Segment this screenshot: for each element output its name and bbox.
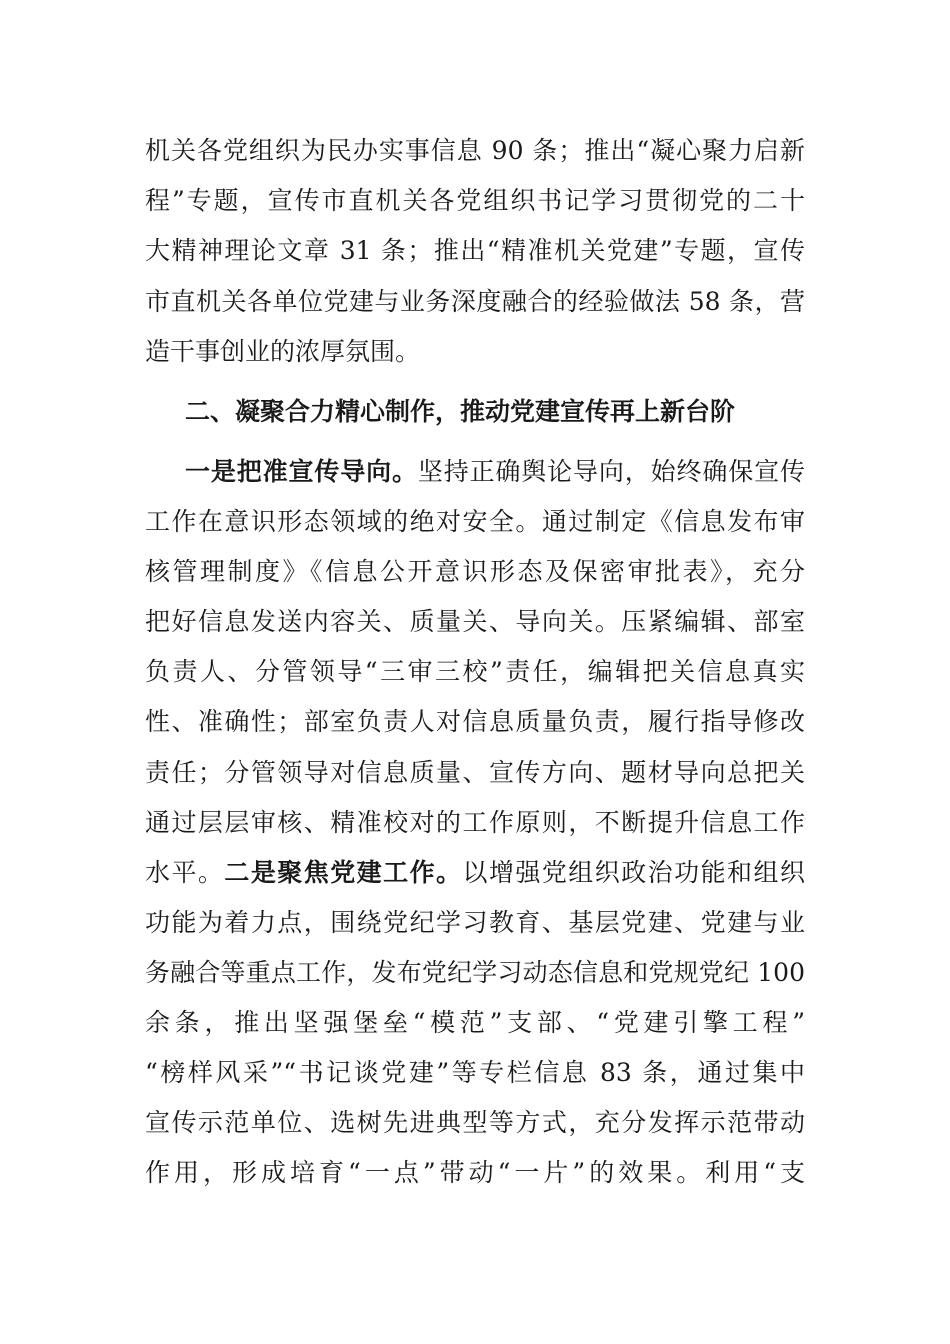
section-heading: 二、凝聚合力精心制作，推动党建宣传再上新台阶 (185, 397, 736, 426)
text-line: 把好信息发送内容关、质量关、导向关。压紧编辑、部室 (145, 607, 805, 636)
text-line: 责任；分管领导对信息质量、宣传方向、题材导向总把关 (145, 758, 805, 787)
bold-lead-2: 二是聚焦党建工作。 (224, 858, 463, 887)
text-span: 以增强党组织政治功能和组织 (462, 858, 805, 887)
text-span: 坚持正确舆论导向，始终确保宣传 (417, 457, 805, 486)
text-line: 造干事创业的浓厚氛围。 (145, 337, 421, 366)
text-line (185, 455, 805, 489)
text-line: 大精神理论文章 31 条；推出“精准机关党建”专题，宣传 (145, 236, 805, 265)
text-line: 务融合等重点工作，发布党纪学习动态信息和党规党纪 100 (145, 958, 805, 987)
text-line: “榜样风采”“书记谈党建”等专栏信息 83 条，通过集中 (145, 1058, 805, 1087)
text-line: 市直机关各单位党建与业务深度融合的经验做法 58 条，营 (145, 287, 805, 316)
text-line: 作用，形成培育“一点”带动“一片”的效果。利用“支 (145, 1158, 805, 1187)
text-line: 宣传示范单位、选树先进典型等方式，充分发挥示范带动 (145, 1108, 805, 1137)
text-line: 机关各党组织为民办实事信息 90 条；推出“凝心聚力启新 (145, 136, 805, 165)
text-line: 余条，推出坚强堡垒“模范”支部、“党建引擎工程” (145, 1008, 805, 1037)
text-line: 工作在意识形态领域的绝对安全。通过制定《信息发布审 (145, 507, 805, 536)
bold-lead-1: 一是把准宣传导向。 (185, 457, 418, 486)
text-line: 性、准确性；部室负责人对信息质量负责，履行指导修改 (145, 707, 805, 736)
text-line: 通过层层审核、精准校对的工作原则，不断提升信息工作 (145, 808, 805, 837)
text-line: 负责人、分管领导“三审三校”责任，编辑把关信息真实 (145, 657, 805, 686)
text-line: 程”专题，宣传市直机关各党组织书记学习贯彻党的二十 (145, 186, 805, 215)
text-span: 水平。 (145, 858, 225, 887)
text-line (145, 856, 805, 890)
text-line: 核管理制度》《信息公开意识形态及保密审批表》，充分 (145, 557, 805, 586)
text-line: 功能为着力点，围绕党纪学习教育、基层党建、党建与业 (145, 908, 805, 937)
